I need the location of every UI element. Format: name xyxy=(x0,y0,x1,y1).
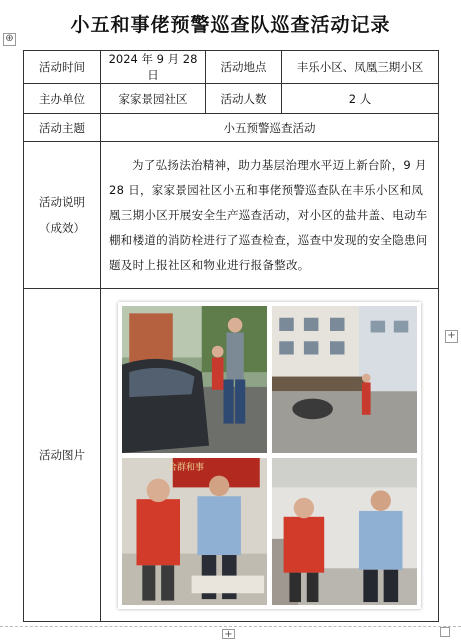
label-description xyxy=(24,142,101,289)
participants-value: 2 人 xyxy=(282,84,439,114)
table-row xyxy=(24,142,439,289)
record-table xyxy=(23,50,439,622)
table-move-handle[interactable]: ⊕ xyxy=(3,33,16,46)
label-activity-place: 活动地点 xyxy=(206,51,282,84)
photo-image-3 xyxy=(122,458,267,605)
label-description-line2: （成效） xyxy=(39,221,85,235)
label-theme: 活动主题 xyxy=(24,114,101,142)
photo-image-2 xyxy=(272,306,417,453)
activity-place-value: 丰乐小区、凤凰三期小区 xyxy=(282,51,439,84)
table-row xyxy=(24,114,439,142)
photo-indoor-volunteers-1 xyxy=(122,458,267,605)
table-resize-handle[interactable] xyxy=(440,627,450,637)
theme-value: 小五预警巡查活动 xyxy=(101,114,439,142)
photo-grid xyxy=(118,302,421,609)
add-column-handle[interactable]: + xyxy=(445,330,458,343)
document-title: 小五和事佬预警巡查队巡查活动记录 xyxy=(70,14,391,36)
label-activity-time: 活动时间 xyxy=(24,51,101,84)
photo-cell xyxy=(101,289,439,622)
table-row xyxy=(24,51,439,84)
label-organizer: 主办单位 xyxy=(24,84,101,114)
table-row xyxy=(24,84,439,114)
add-row-handle[interactable]: + xyxy=(222,629,235,639)
description-text: 为了弘扬法治精神，助力基层治理水平迈上新台阶，9 月 28 日，家家景园社区小五和事佬预警巡查队在丰乐小区和凤凰三期小区开展安全生产巡查活动，对小区的盐井盖、电动车棚和楼道的消防栓进行了巡查检查，巡查中发现的安全隐患问题及时上报社区和物业进行报备整改。 xyxy=(101,142,439,289)
banner-text: 合群和事 xyxy=(168,462,205,473)
organizer-value: 家家景园社区 xyxy=(101,84,206,114)
label-participants: 活动人数 xyxy=(206,84,282,114)
photo-ebike-shed-inspection xyxy=(272,306,417,453)
photo-indoor-volunteers-2 xyxy=(272,458,417,605)
activity-time-value: 2024 年 9 月 28 日 xyxy=(101,51,206,84)
photo-image-4 xyxy=(272,458,417,605)
photo-parked-car-inspection xyxy=(122,306,267,453)
label-photos: 活动图片 xyxy=(24,289,101,622)
label-description-line1: 活动说明 xyxy=(39,195,85,209)
photo-image-1 xyxy=(122,306,267,453)
table-row xyxy=(24,289,439,622)
